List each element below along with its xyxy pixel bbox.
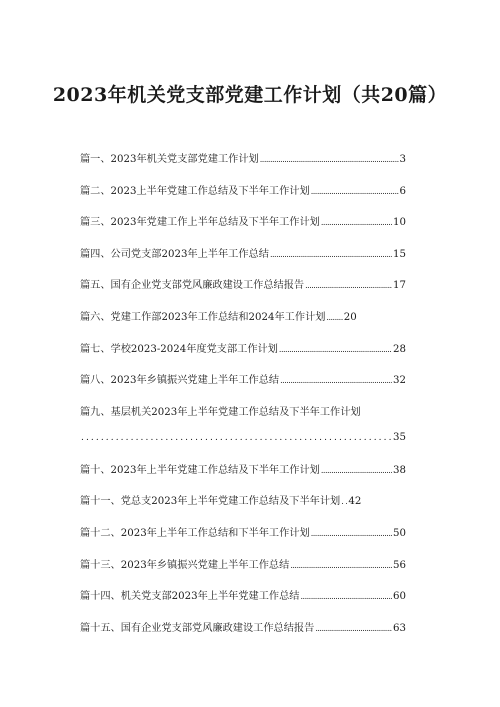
- toc-entry-label: 篇一、2023年机关党支部党建工作计划: [80, 154, 259, 165]
- toc-entry[interactable]: [80, 587, 406, 619]
- toc-entry-label: 篇二、2023上半年党建工作总结及下半年工作计划: [80, 185, 310, 197]
- toc-entry[interactable]: [80, 371, 406, 403]
- toc-page-number: 60: [393, 591, 406, 603]
- toc-page-number: 3: [399, 154, 406, 165]
- table-of-contents: [80, 150, 406, 650]
- toc-page-number: 32: [393, 375, 406, 387]
- toc-entry-label: 篇十二、2023年上半年工作总结和下半年工作计划: [80, 527, 310, 539]
- toc-leader-dots: [290, 561, 392, 570]
- toc-entry[interactable]: [80, 276, 406, 308]
- toc-entry[interactable]: [80, 213, 406, 245]
- toc-leader-dots: [311, 529, 392, 538]
- toc-leader-dots: [311, 187, 399, 196]
- toc-leader-dots: [279, 345, 392, 354]
- toc-entry-label: 篇五、国有企业党支部党风廉政建设工作总结报告: [80, 280, 305, 292]
- toc-page-number: 15: [393, 248, 406, 260]
- toc-page-number: 35: [393, 431, 406, 443]
- toc-page-number: 17: [393, 280, 406, 292]
- toc-entry-label: 篇七、学校2023-2024年度党支部工作计划: [80, 343, 278, 355]
- toc-entry[interactable]: [80, 182, 406, 214]
- toc-entry[interactable]: [80, 556, 406, 588]
- toc-page-number: 20: [343, 311, 357, 323]
- toc-entry-label: 篇三、2023年党建工作上半年总结及下半年工作计划: [80, 217, 320, 229]
- toc-page-number: 42: [348, 496, 362, 508]
- toc-leader-dots: ........: [326, 312, 343, 322]
- toc-entry[interactable]: [80, 403, 406, 432]
- toc-entry[interactable]: [80, 619, 406, 651]
- toc-entry[interactable]: [80, 245, 406, 277]
- toc-page-number: 56: [393, 559, 406, 571]
- toc-page-number: 50: [393, 527, 406, 539]
- toc-entry[interactable]: [80, 492, 406, 524]
- toc-entry-label: 篇十四、机关党支部2023年上半年党建工作总结: [80, 591, 300, 603]
- toc-page-number: 63: [393, 622, 406, 634]
- toc-entry[interactable]: [80, 524, 406, 556]
- toc-leader-dots: [81, 433, 392, 443]
- toc-page-number: 38: [393, 464, 406, 476]
- toc-entry[interactable]: [80, 150, 406, 182]
- toc-page-number: 6: [399, 185, 406, 197]
- toc-entry[interactable]: [80, 461, 406, 493]
- toc-leader-dots: [305, 281, 392, 290]
- toc-entry-label: 篇十三、2023年乡镇振兴党建上半年工作总结: [80, 559, 290, 571]
- toc-leader-dots: [301, 592, 393, 601]
- toc-page-number: 10: [393, 217, 406, 229]
- toc-entry[interactable]: [80, 308, 406, 340]
- document-title: 2023年机关党支部党建工作计划（共20篇）: [52, 84, 448, 106]
- toc-entry-label: 篇十一、党总支2023年上半年党建工作总结及下半年计划: [80, 496, 341, 508]
- toc-entry-label: 篇十五、国有企业党支部党风廉政建设工作总结报告: [80, 622, 315, 634]
- toc-entry[interactable]: [80, 340, 406, 372]
- toc-leader-dots: [280, 376, 392, 385]
- toc-entry-label: 篇十、2023年上半年党建工作总结及下半年工作计划: [80, 464, 320, 476]
- toc-leader-dots: [315, 624, 392, 633]
- toc-entry-label: 篇六、党建工作部2023年工作总结和2024年工作计划: [80, 311, 326, 323]
- toc-page-number: 28: [393, 343, 406, 355]
- toc-leader-dots: [321, 466, 392, 475]
- toc-leader-dots: [321, 218, 392, 227]
- toc-leader-dots: . .: [341, 497, 348, 507]
- toc-leader-dots: [270, 250, 392, 259]
- toc-entry-continuation[interactable]: [80, 432, 406, 461]
- toc-leader-dots: [260, 155, 399, 164]
- toc-entry-label: 篇四、公司党支部2023年上半年工作总结: [80, 248, 269, 260]
- toc-entry-label: 篇八、2023年乡镇振兴党建上半年工作总结: [80, 375, 280, 387]
- toc-entry-label: 篇九、基层机关2023年上半年党建工作总结及下半年工作计划: [80, 406, 361, 418]
